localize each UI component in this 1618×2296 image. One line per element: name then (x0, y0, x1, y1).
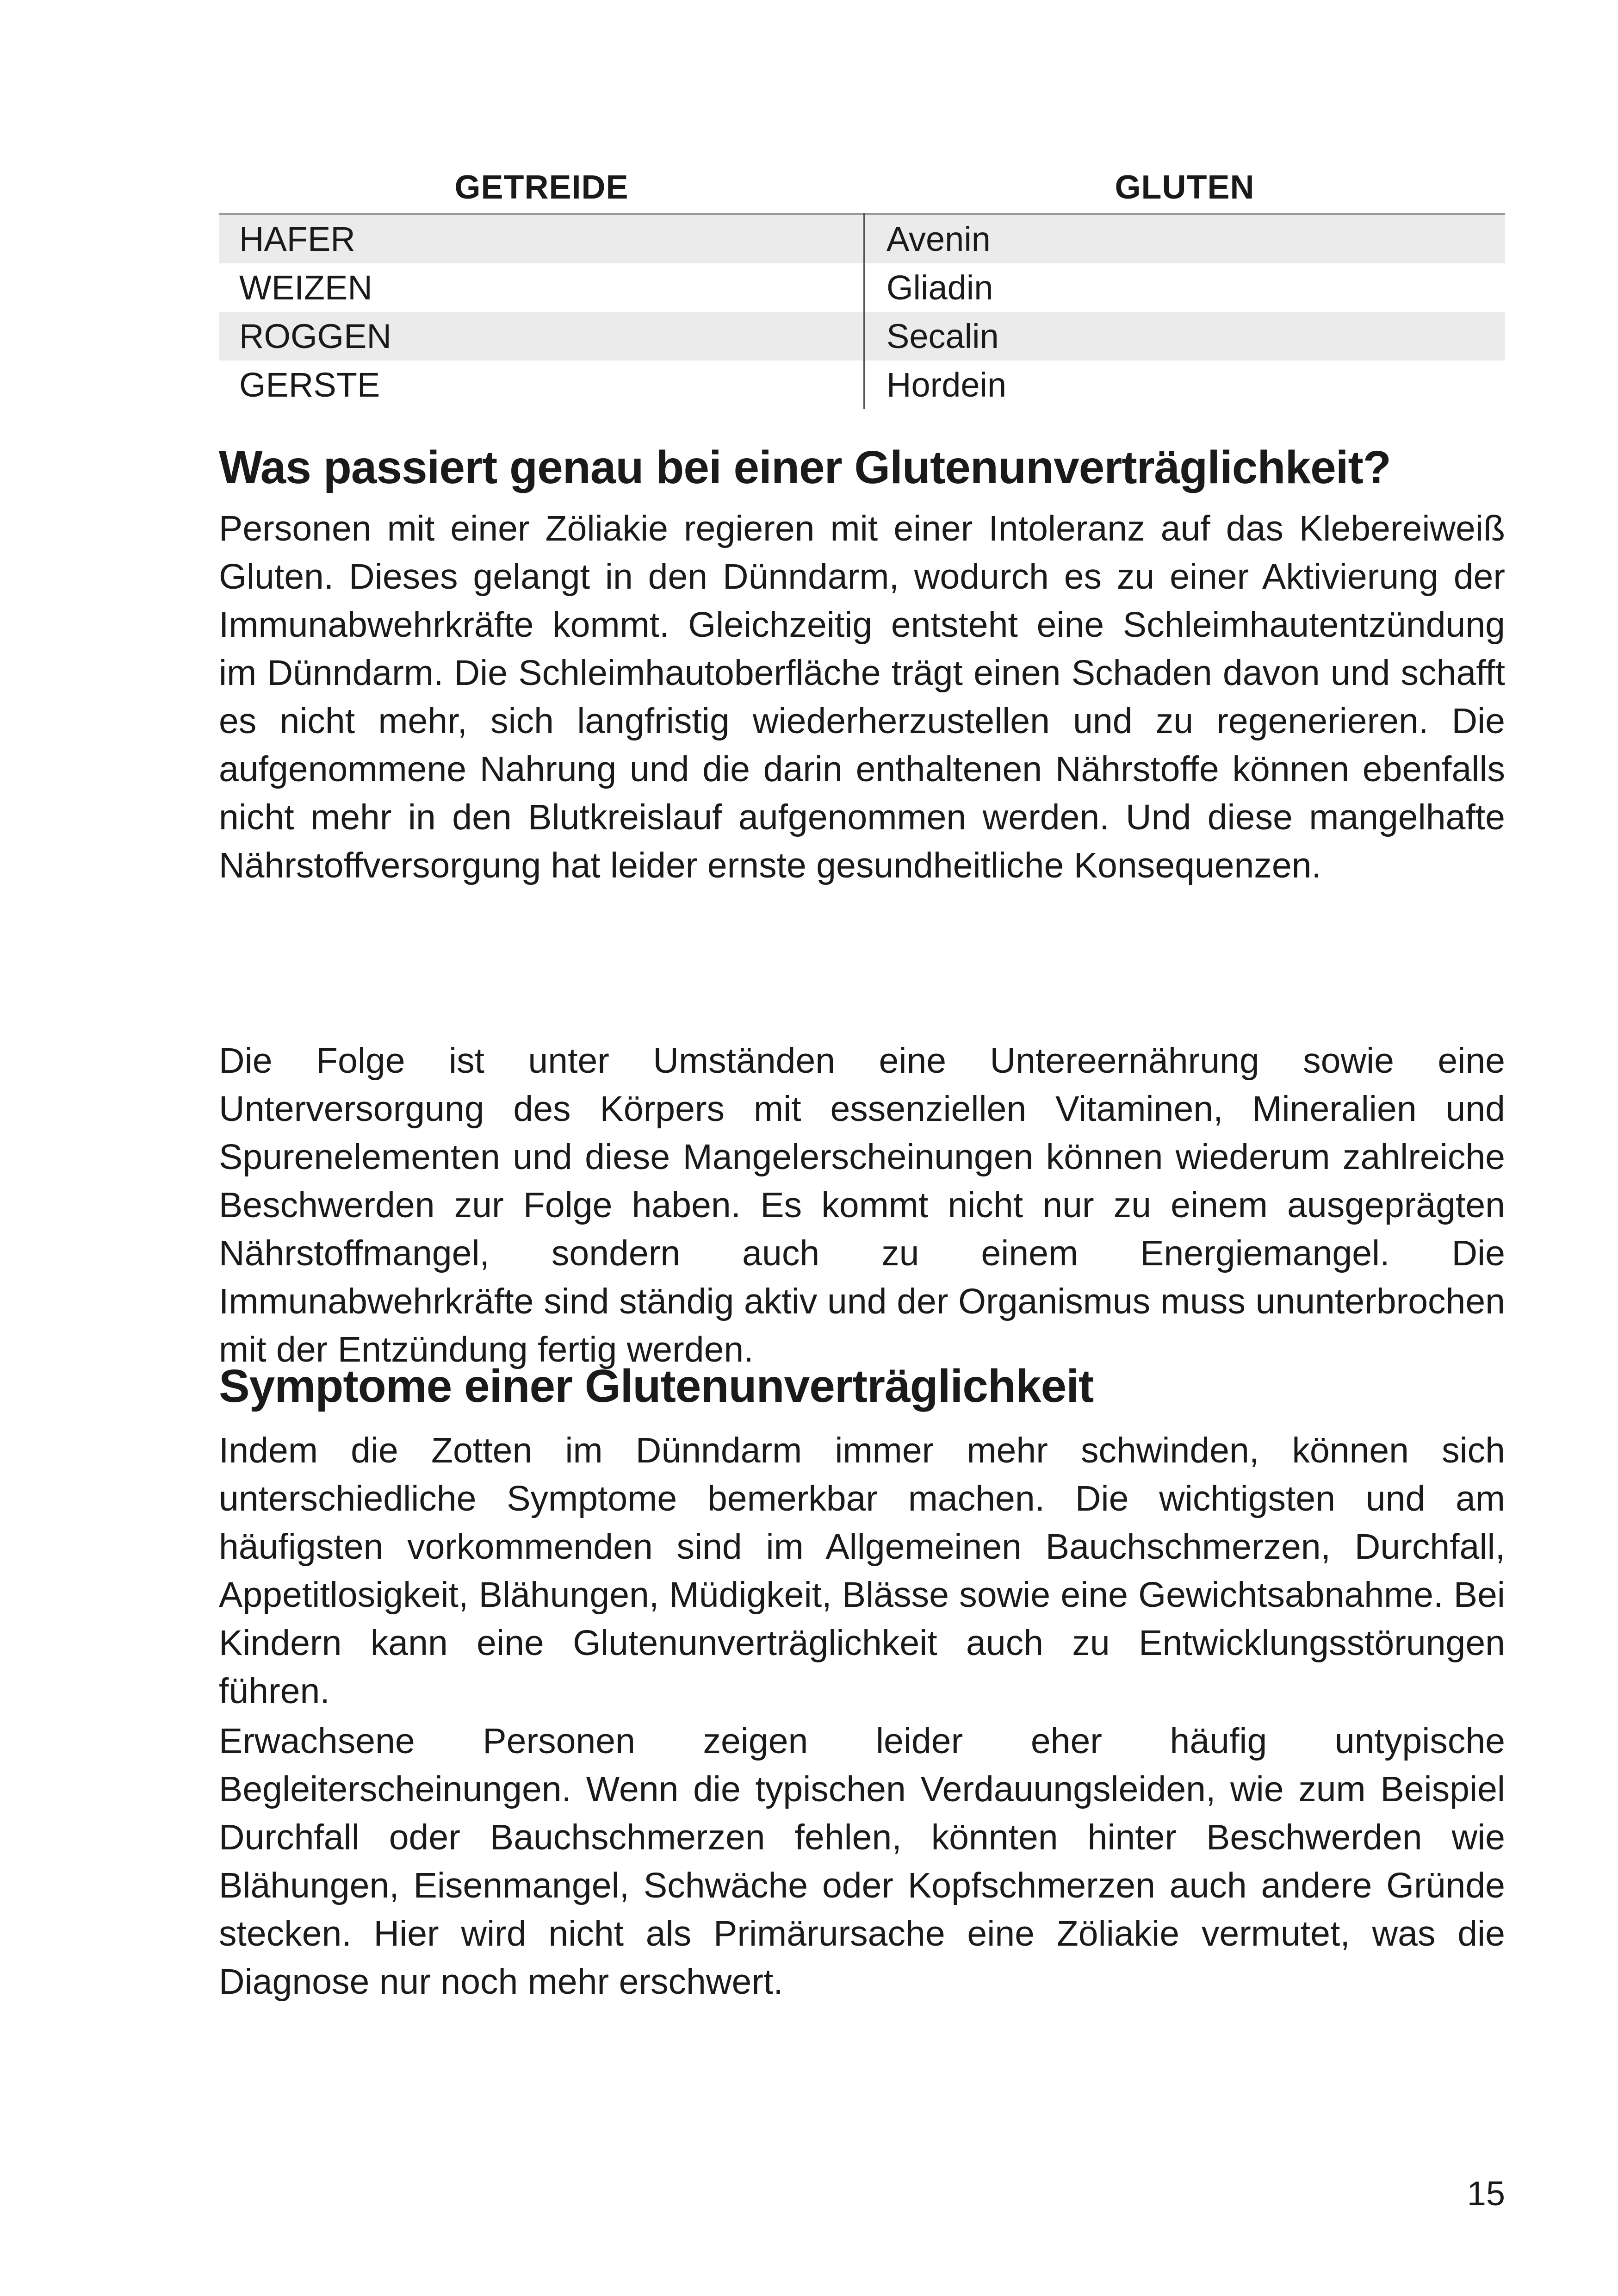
section2-paragraph-2: Erwachsene Personen zeigen leider eher häufig untypische Begleiterscheinungen. Wenn die typischen Verdauungsleiden, wie zum Beispiel Durchfall oder Bauchschmerzen fehlen, könnten hinter Beschwerden wie Blähungen, Eisenmangel, Schwäche oder Kopfschmerzen auch andere Gründe stecken. Hier wird nicht als Primärursache eine Zöliakie vermutet, was die Diagnose nur noch mehr erschwert. (219, 1721, 1505, 2002)
section2-paragraph-1: Indem die Zotten im Dünndarm immer mehr schwinden, können sich unterschiedliche Symptome bemerkbar machen. Die wichtigsten und am häufigsten vorkommenden sind im Allgemeinen Bauchschmerzen, Durchfall, Appetitlosigkeit, Blähungen, Müdigkeit, Blässe sowie eine Gewichtsabnahme. Bei Kindern kann eine Glutenunverträglichkeit auch zu Entwicklungsstörungen führen. (219, 1431, 1505, 1711)
column-header-gluten: GLUTEN (1115, 169, 1255, 206)
gluten-cell: Secalin (864, 312, 1505, 361)
section-heading-glutenintolerance: Was passiert genau bei einer Glutenunverträglichkeit? (219, 442, 1391, 493)
section-heading-symptoms: Symptome einer Glutenunverträglichkeit (219, 1360, 1094, 1412)
gluten-cell: Gliadin (864, 263, 1505, 312)
section1-paragraph-2: Die Folge ist unter Umständen eine Untereernährung sowie eine Unterversorgung des Körpers mit essenziellen Vitaminen, Mineralien und Spurenelementen und diese Mangelerscheinungen können wiederum zahlreiche Beschwerden zur Folge haben. Es kommt nicht nur zu einem ausgeprägten Nährstoffmangel, sondern auch zu einem Energiemangel. Die Immunabwehrkräfte sind ständig aktiv und der Organismus muss ununterbrochen mit der Entzündung fertig werden. (219, 1041, 1505, 1369)
gluten-cell: Avenin (864, 214, 1505, 263)
table-header-row (219, 162, 1505, 214)
grain-gluten-table (219, 162, 1505, 409)
table-row (219, 214, 1505, 263)
table-row (219, 312, 1505, 361)
table-row (219, 263, 1505, 312)
column-header-grain: GETREIDE (454, 169, 629, 206)
page-number: 15 (1467, 2174, 1505, 2213)
table-row (219, 361, 1505, 409)
section1-paragraph-1: Personen mit einer Zöliakie regieren mit einer Intoleranz auf das Klebereiweiß Gluten. Dieses gelangt in den Dünndarm, wodurch es zu einer Aktivierung der Immunabwehrkräfte kommt. Gleichzeitig entsteht eine Schleimhautentzündung im Dünndarm. Die Schleimhautoberfläche trägt einen Schaden davon und schafft es nicht mehr, sich langfristig wiederherzustellen und zu regenerieren. Die aufgenommene Nahrung und die darin enthaltenen Nährstoffe können ebenfalls nicht mehr in den Blutkreislauf aufgenommen werden. Und diese mangelhafte Nährstoffversorgung hat leider ernste gesundheitliche Konsequenzen. (219, 509, 1505, 885)
grain-cell: WEIZEN (239, 268, 372, 307)
grain-cell: GERSTE (239, 366, 380, 404)
grain-cell: HAFER (219, 214, 864, 263)
gluten-cell: Hordein (864, 361, 1505, 409)
grain-cell: ROGGEN (219, 312, 864, 361)
